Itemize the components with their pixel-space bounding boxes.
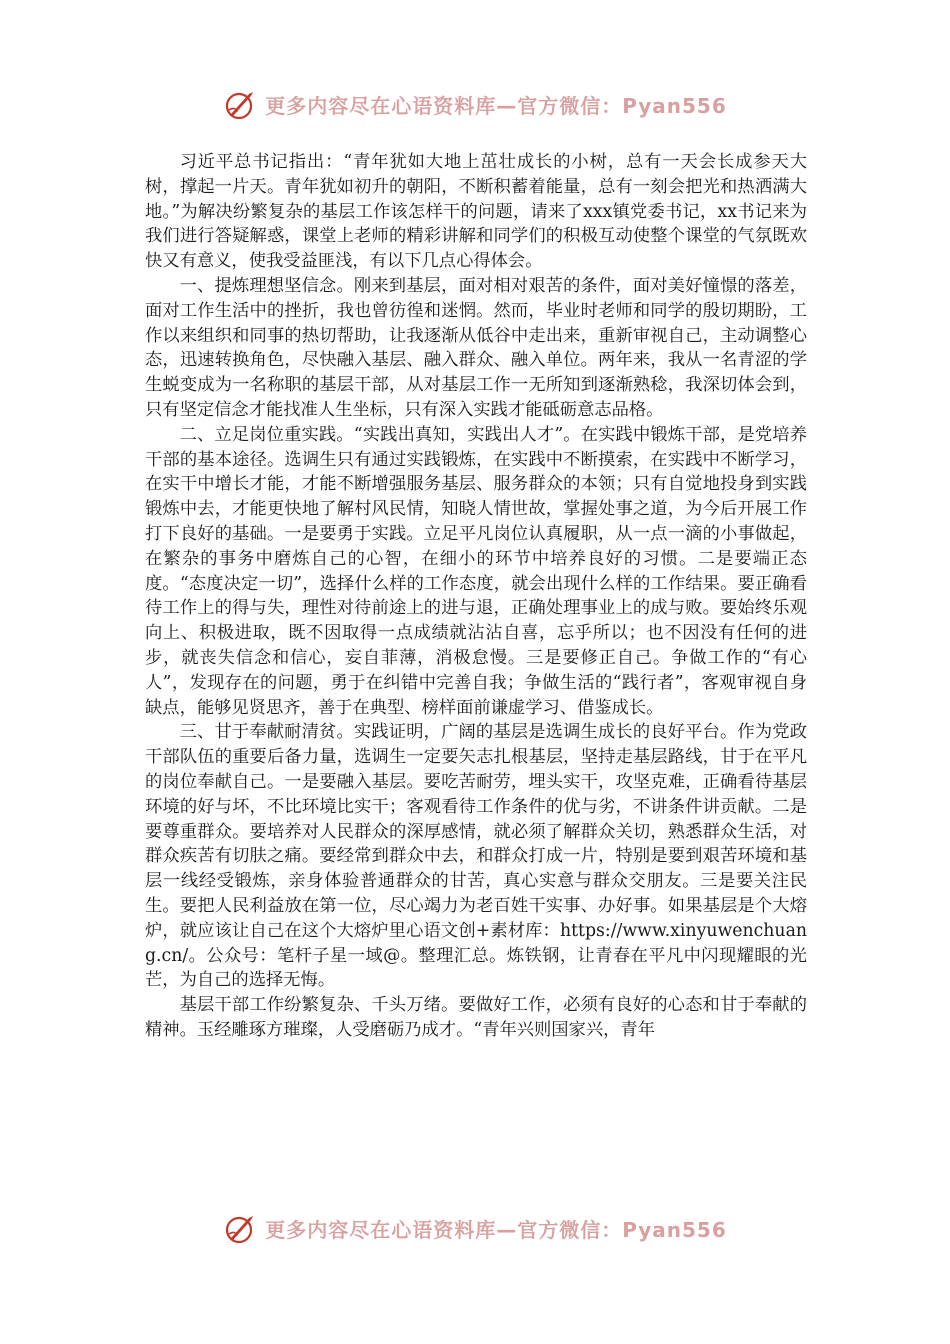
pen-circle-icon bbox=[223, 1210, 259, 1246]
header-banner bbox=[0, 84, 950, 124]
banner-text: 更多内容尽在心语资料库—官方微信：Pyan556 bbox=[265, 93, 727, 118]
paragraph-conclusion: 基层干部工作纷繁复杂、千头万绪。要做好工作，必须有良好的心态和甘于奉献的精神。玉经雕琢方璀璨，人受磨砺乃成才。“青年兴则国家兴，青年 bbox=[145, 995, 807, 1040]
paragraph-section-1: 一、提炼理想坚信念。刚来到基层，面对相对艰苦的条件，面对美好憧憬的落差，面对工作生活中的挫折，我也曾彷徨和迷惘。然而，毕业时老师和同学的殷切期盼，工作以来组织和同事的热切帮助，让我逐渐从低谷中走出来，重新审视自己，主动调整心态，迅速转换角色，尽快融入基层、融入群众、融入单位。两年来，我从一名青涩的学生蜕变成为一名称职的基层干部，从对基层工作一无所知到逐渐熟稔，我深切体会到，只有坚定信念才能找准人生坐标，只有深入实践才能砥砺意志品格。 bbox=[145, 275, 807, 420]
paragraph-section-3: 三、甘于奉献耐清贫。实践证明，广阔的基层是选调生成长的良好平台。作为党政干部队伍的重要后备力量，选调生一定要矢志扎根基层，坚持走基层路线，甘于在平凡的岗位奉献自己。一是要融入基层。要吃苦耐劳，埋头实干，攻坚克难，正确看待基层环境的好与坏，不比环境比实干；客观看待工作条件的优与劣，不讲条件讲贡献。二是要尊重群众。要培养对人民群众的深厚感情，就必须了解群众关切，熟悉群众生活，对群众疾苦有切肤之痛。要经常到群众中去，和群众打成一片，特别是要到艰苦环境和基层一线经受锻炼，亲身体验普通群众的甘苦，真心实意与群众交朋友。三是要关注民生。要把人民利益放在第一位，尽心竭力为老百姓干实事、办好事。如果基层是个大熔炉，就应该让自己在这个大熔炉里心语文创+素材库：https://www.xinyuwenchuang.cn/。公众号：笔杆子星一域@。整理汇总。炼铁钢，让青春在平凡中闪现耀眼的光芒，为自己的选择无悔。 bbox=[145, 722, 807, 991]
footer-banner bbox=[0, 1208, 950, 1248]
pen-circle-icon bbox=[223, 86, 259, 122]
banner-text: 更多内容尽在心语资料库—官方微信：Pyan556 bbox=[265, 1217, 727, 1242]
document-body bbox=[145, 150, 807, 1180]
paragraph-section-2: 二、立足岗位重实践。“实践出真知，实践出人才”。在实践中锻炼干部，是党培养干部的基本途径。选调生只有通过实践锻炼，在实践中不断摸索，在实践中不断学习，在实干中增长才能，才能不断增强服务基层、服务群众的本领；只有自觉地投身到实践锻炼中去，才能更快地了解村风民情，知晓人情世故，掌握处事之道，为今后开展工作打下良好的基础。一是要勇于实践。立足平凡岗位认真履职，从一点一滴的小事做起，在繁杂的事务中磨炼自己的心智，在细小的环节中培养良好的习惯。二是要端正态度。“态度决定一切”，选择什么样的工作态度，就会出现什么样的工作结果。要正确看待工作上的得与失，理性对待前途上的进与退，正确处理事业上的成与败。要始终乐观向上、积极进取，既不因取得一点成绩就沾沾自喜，忘乎所以；也不因没有任何的进步，就丧失信念和信心，妄自菲薄，消极怠慢。三是要修正自己。争做工作的“有心人”，发现存在的问题，勇于在纠错中完善自我；争做生活的“践行者”，客观审视自身缺点，能够见贤思齐，善于在典型、榜样面前谦虚学习、借鉴成长。 bbox=[145, 424, 807, 718]
paragraph-intro: 习近平总书记指出：“青年犹如大地上茁壮成长的小树，总有一天会长成参天大树，撑起一片天。青年犹如初升的朝阳，不断积蓄着能量，总有一刻会把光和热洒满大地。”为解决纷繁复杂的基层工作该怎样干的问题，请来了xxx镇党委书记，xx书记来为我们进行答疑解惑，课堂上老师的精彩讲解和同学们的积极互动使整个课堂的气氛既欢快又有意义，使我受益匪浅，有以下几点心得体会。 bbox=[145, 152, 807, 272]
